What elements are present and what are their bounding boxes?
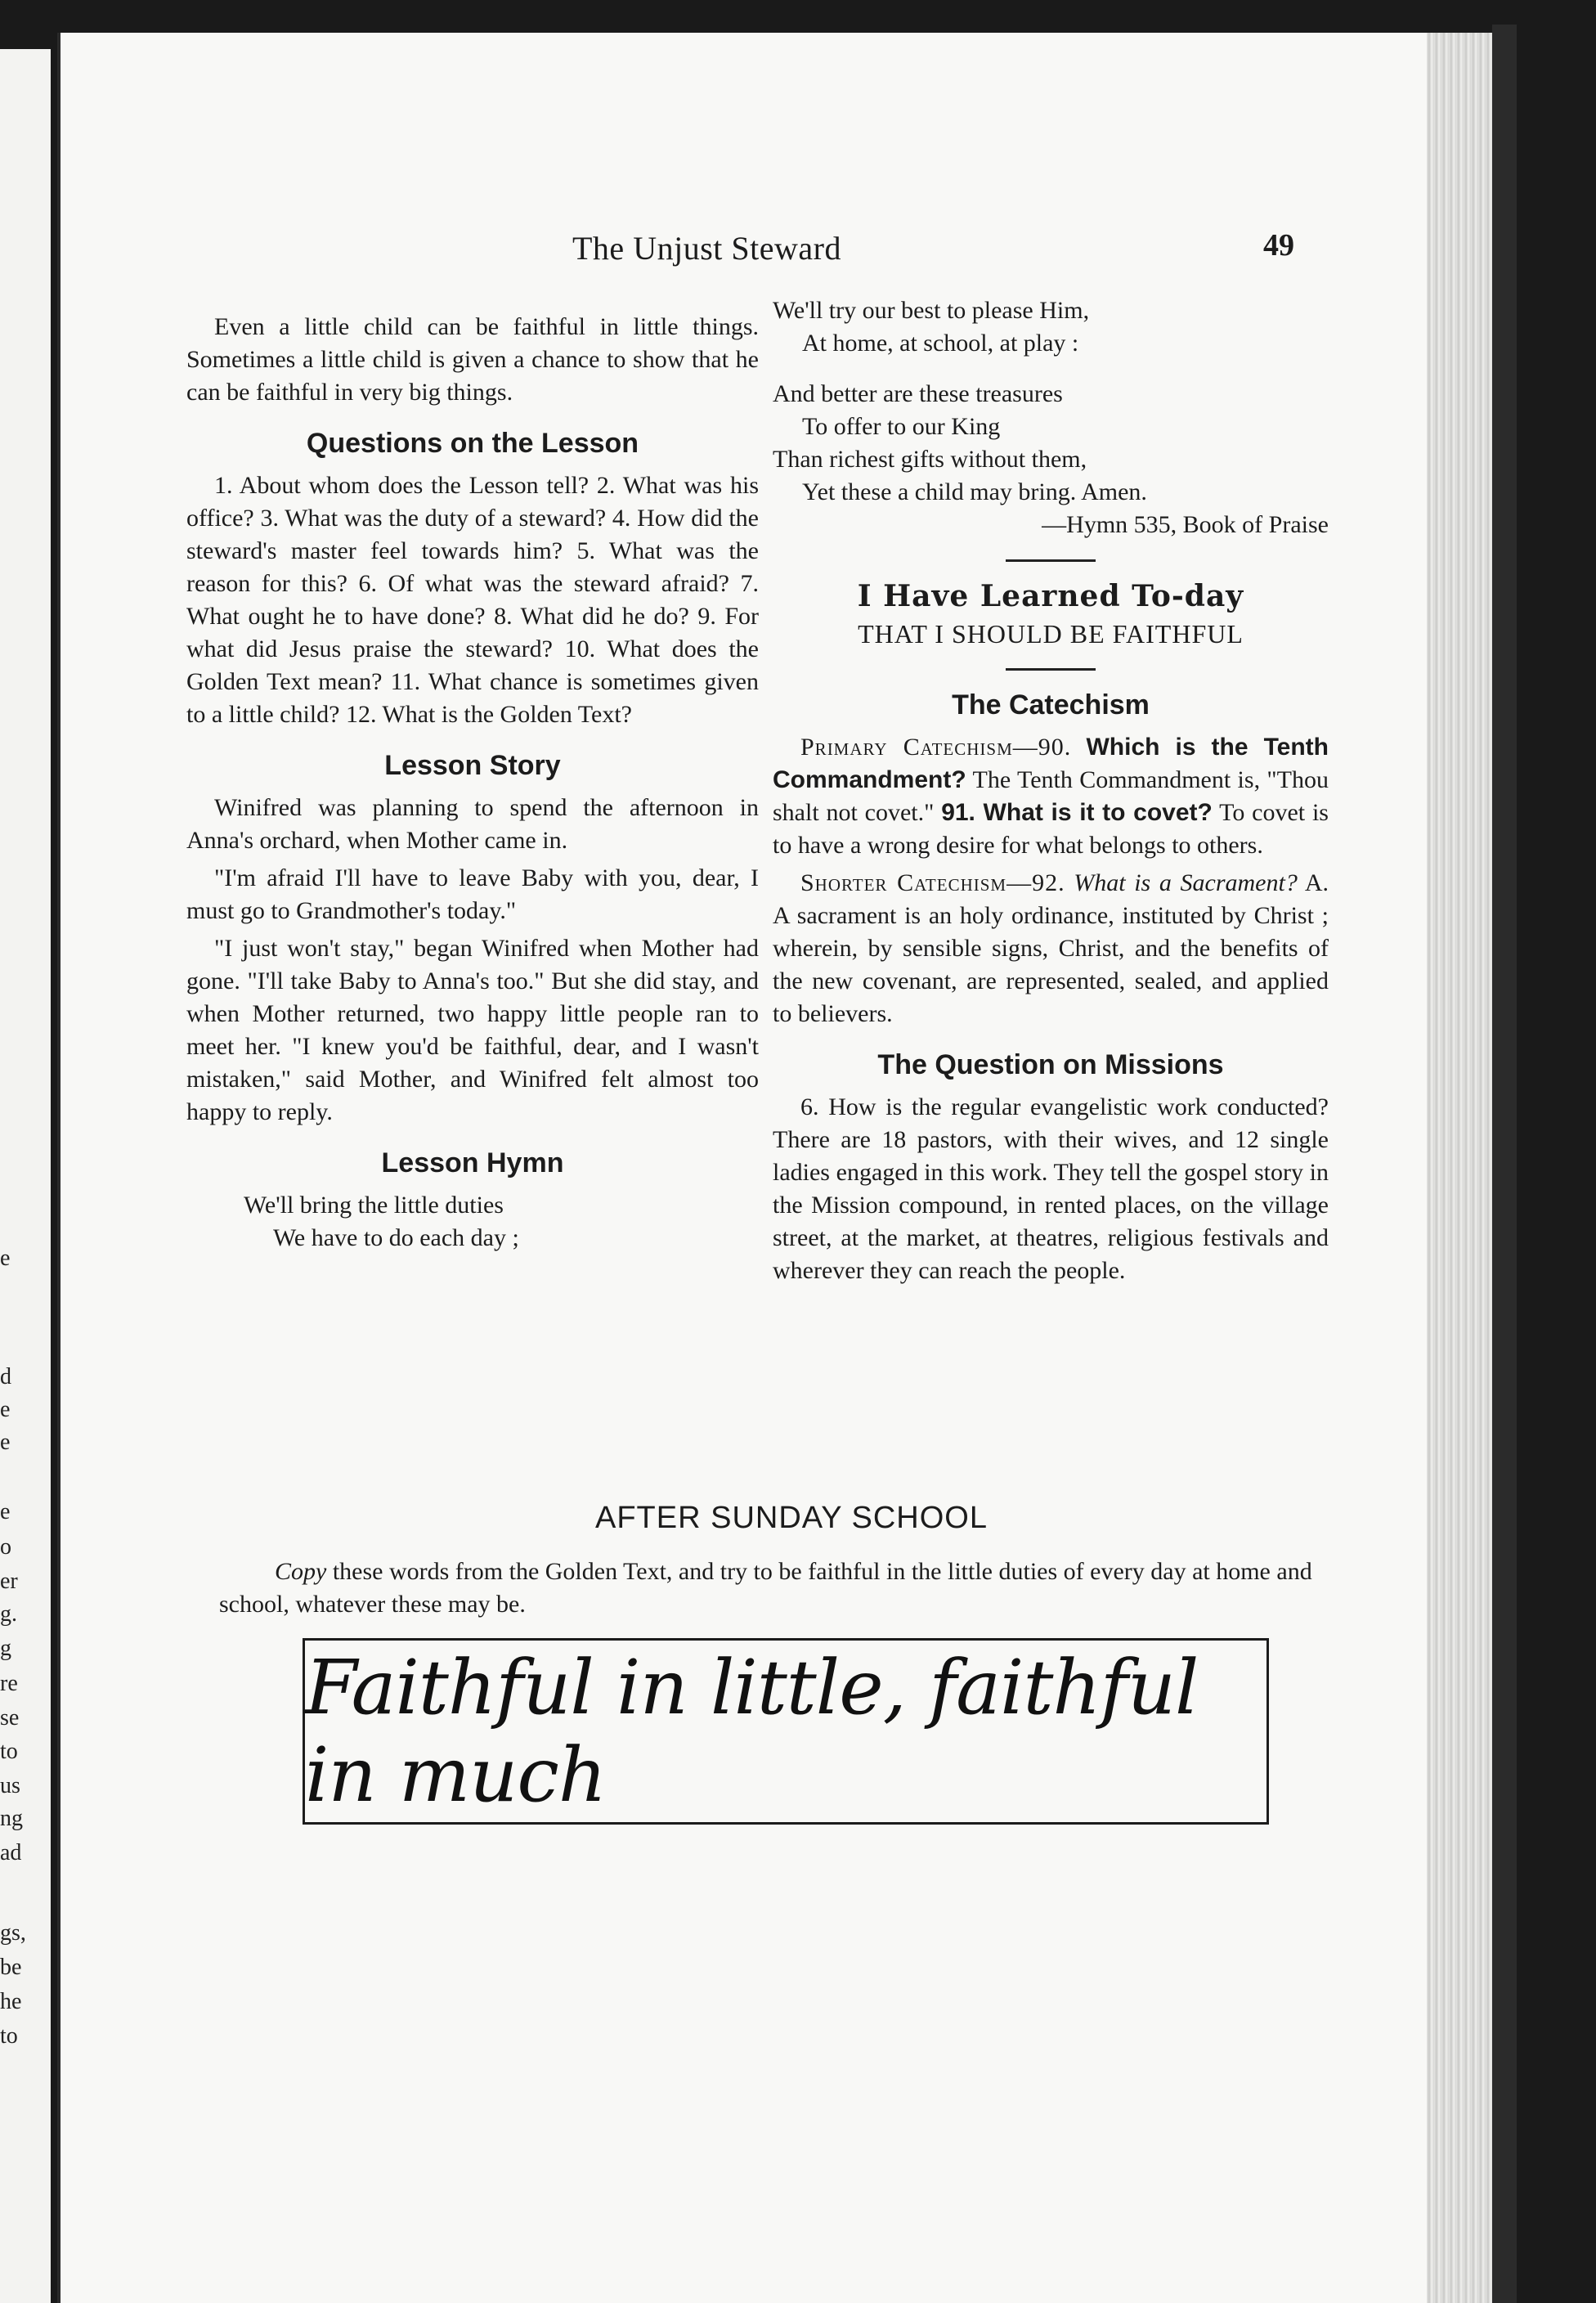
divider-rule (1006, 559, 1096, 562)
left-page-fragment: d (0, 1364, 11, 1389)
left-page-fragment: re (0, 1671, 18, 1696)
golden-text-box (303, 1638, 1269, 1825)
hymn-line: At home, at school, at play : (802, 330, 1079, 357)
hymn-line: And better are these treasures (773, 380, 1063, 407)
intro-paragraph: Even a little child can be faithful in little things. Sometimes a little child is given a chance to show that he can be faithful in very big things. (186, 313, 759, 406)
catechism-question: 91. What is it to covet? (941, 799, 1213, 826)
right-column (773, 294, 1329, 1292)
hymn-line: Than richest gifts without them, (773, 446, 1087, 473)
story-paragraph: "I'm afraid I'll have to leave Baby with you, dear, I must go to Grandmother's today." (186, 864, 759, 924)
catechism-heading: The Catechism (952, 689, 1150, 721)
left-page-fragment: e (0, 1430, 11, 1455)
hymn-line: To offer to our King (802, 413, 1001, 440)
hymn-line: We'll bring the little duties (244, 1192, 504, 1219)
story-heading: Lesson Story (384, 750, 561, 781)
left-page-fragment: er (0, 1569, 18, 1594)
left-page-fragment: ad (0, 1840, 22, 1865)
divider-rule (1006, 668, 1096, 671)
missions-heading: The Question on Missions (877, 1049, 1224, 1080)
story-paragraph: "I just won't stay," began Winifred when Mother had gone. "I'll take Baby to Anna's too." But she did stay, and when Mother returned, two happy little people ran to meet her. "I knew you'd be faithful, dear, and I wasn't mistaken," said Mother, and Winifred felt almost too happy to reply. (186, 935, 759, 1125)
primary-catechism-label: Primary Catechism—90. (800, 734, 1072, 761)
hymn-attribution: —Hymn 535, Book of Praise (1042, 511, 1329, 538)
learned-heading: I Have Learned To-day (857, 579, 1244, 613)
hymn-line: Yet these a child may bring. Amen. (802, 478, 1147, 505)
shorter-catechism-label: Shorter Catechism—92. (800, 869, 1065, 896)
after-school-heading: AFTER SUNDAY SCHOOL (594, 1501, 988, 1535)
questions-heading: Questions on the Lesson (306, 428, 639, 459)
left-page-fragment: he (0, 1989, 22, 2014)
left-page-fragment: g. (0, 1601, 17, 1627)
shorter-catechism (773, 867, 1329, 1030)
left-page-fragment: to (0, 1739, 18, 1764)
instruction-text: these words from the Golden Text, and try to be faithful in the little duties of every day at home and school, whatever these may be. (219, 1558, 1312, 1618)
left-page-fragment: gs, (0, 1920, 26, 1946)
left-page-fragment: be (0, 1955, 22, 1980)
left-page-fragment: ng (0, 1806, 23, 1831)
left-page-fragment: g (0, 1636, 11, 1661)
primary-catechism (773, 731, 1329, 862)
catechism-answer: A. A sacrament is an holy ordinance, instituted by Christ ; wherein, by sensible signs, Christ, and the benefits of the new covenant, are represented, sealed, and applied to believers. (773, 869, 1329, 1027)
hymn-verse (186, 1189, 759, 1255)
catechism-question: Which is the Tenth Commandment? (773, 734, 1329, 793)
running-head: The Unjust Steward (572, 230, 841, 267)
catechism-answer: The Tenth Commandment is, "Thou shalt not covet." (773, 766, 1329, 826)
questions-text: 1. About whom does the Lesson tell? 2. What was his office? 3. What was the duty of a steward? 4. How did the steward's master feel towards him? 5. What was the reason for this? 6. Of what was the steward afraid? 7. What ought he to have done? 8. What did he do? 9. For what did Jesus praise the steward? 10. What does the Golden Text mean? 11. What chance is sometimes given to a little child? 12. What is the Golden Text? (186, 472, 759, 728)
left-page-fragment: e (0, 1397, 11, 1422)
hymn-line: We have to do each day ; (273, 1224, 519, 1251)
left-page-fragment: o (0, 1534, 11, 1560)
page-edge (1427, 33, 1492, 2303)
left-column (186, 311, 759, 1255)
after-school-instruction (219, 1556, 1339, 1621)
book-cover-edge (1492, 25, 1517, 2303)
story-paragraph: Winifred was planning to spend the afternoon in Anna's orchard, when Mother came in. (186, 794, 759, 854)
learned-text: THAT I SHOULD BE FAITHFUL (858, 619, 1244, 649)
copy-word: Copy (275, 1558, 327, 1585)
left-page-fragment: e (0, 1499, 11, 1524)
left-page-fragment: e (0, 1246, 11, 1271)
hymn-line: We'll try our best to please Him, (773, 297, 1090, 324)
hymn-continued (773, 294, 1329, 509)
left-page-fragment: se (0, 1705, 20, 1731)
catechism-question: What is a Sacrament? (1074, 869, 1298, 896)
left-page-fragment: us (0, 1773, 20, 1798)
hymn-heading: Lesson Hymn (381, 1147, 564, 1178)
left-page-fragment: to (0, 2023, 18, 2049)
page-number: 49 (1263, 228, 1294, 263)
golden-text-script: Faithful in little, faithful in much (305, 1644, 1199, 1819)
missions-text: 6. How is the regular evangelistic work conducted? There are 18 pastors, with their wives, and 12 single ladies engaged in this work. They tell the gospel story in the Mission compound, in rented places, on the village street, at the market, at theatres, religious festivals and wherever they can reach the people. (773, 1093, 1329, 1284)
left-page-sliver (0, 49, 51, 2303)
catechism-answer: To covet is to have a wrong desire for what belongs to others. (773, 799, 1329, 859)
